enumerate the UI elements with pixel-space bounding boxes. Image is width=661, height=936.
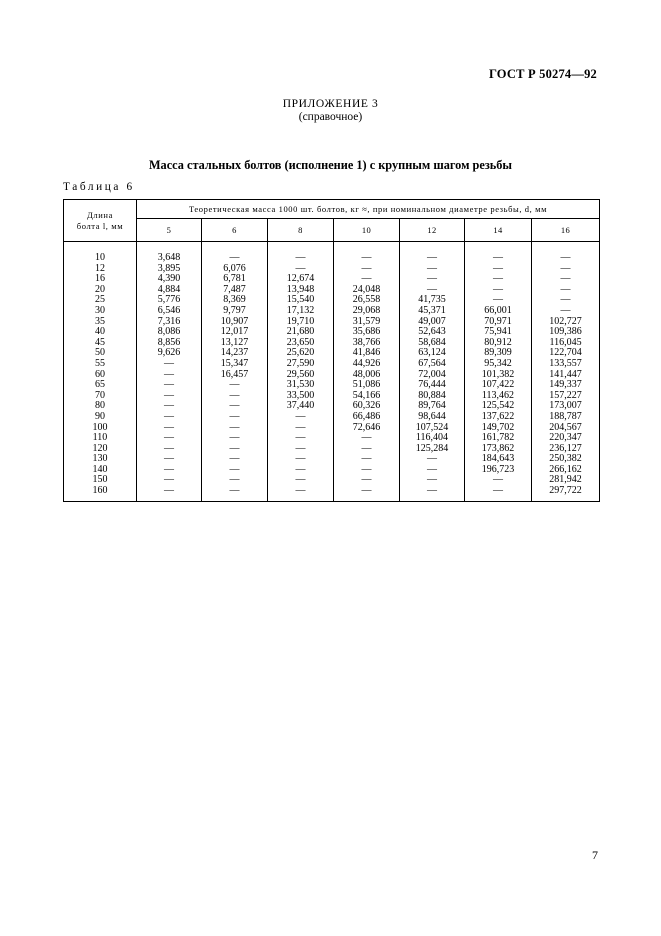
mass-cell: —	[400, 253, 465, 264]
mass-cell: 4,390	[137, 274, 202, 285]
mass-cell: —	[532, 274, 600, 285]
mass-cell: 125,284	[400, 444, 465, 455]
mass-cell: 17,132	[268, 306, 334, 317]
mass-cell: —	[202, 401, 268, 412]
diameter-header-cell: 10	[334, 219, 400, 242]
mass-cell: 184,643	[465, 454, 532, 465]
mass-cell: 6,076	[202, 264, 268, 275]
document-title: Масса стальных болтов (исполнение 1) с крупным шагом резьбы	[148, 158, 513, 172]
mass-cell: 8,856	[137, 338, 202, 349]
mass-cell: 137,622	[465, 412, 532, 423]
mass-cell: 33,500	[268, 391, 334, 402]
table-row	[64, 264, 600, 275]
mass-cell: 10,907	[202, 317, 268, 328]
mass-cell: 15,540	[268, 295, 334, 306]
mass-cell: —	[334, 454, 400, 465]
mass-cell: 21,680	[268, 327, 334, 338]
mass-cell: 6,781	[202, 274, 268, 285]
diameter-header-cell: 5	[137, 219, 202, 242]
mass-cell: 9,626	[137, 348, 202, 359]
length-cell: 150	[64, 475, 137, 486]
mass-cell: 29,560	[268, 370, 334, 381]
mass-cell: 3,648	[137, 253, 202, 264]
mass-cell: 44,926	[334, 359, 400, 370]
mass-cell: 72,004	[400, 370, 465, 381]
bolt-mass-table	[63, 199, 600, 502]
table-row	[64, 465, 600, 476]
mass-cell: 54,166	[334, 391, 400, 402]
mass-cell: 12,674	[268, 274, 334, 285]
length-cell: 16	[64, 274, 137, 285]
table-row	[64, 295, 600, 306]
length-cell: 160	[64, 486, 137, 502]
mass-cell: 98,644	[400, 412, 465, 423]
length-cell: 30	[64, 306, 137, 317]
mass-cell: 60,326	[334, 401, 400, 412]
mass-cell: —	[400, 264, 465, 275]
mass-cell: 14,237	[202, 348, 268, 359]
mass-cell: —	[137, 433, 202, 444]
mass-cell: 9,797	[202, 306, 268, 317]
length-cell: 60	[64, 370, 137, 381]
mass-cell: —	[334, 444, 400, 455]
length-cell: 55	[64, 359, 137, 370]
appendix-subtitle: (справочное)	[298, 111, 363, 123]
mass-cell: 31,579	[334, 317, 400, 328]
mass-cell: —	[334, 475, 400, 486]
length-column-header	[64, 200, 137, 242]
mass-cell: 66,486	[334, 412, 400, 423]
mass-cell: 45,371	[400, 306, 465, 317]
mass-cell: —	[202, 444, 268, 455]
mass-cell: 35,686	[334, 327, 400, 338]
diameter-header-row	[64, 219, 600, 242]
mass-cell: 7,487	[202, 285, 268, 296]
mass-cell: 75,941	[465, 327, 532, 338]
length-cell: 80	[64, 401, 137, 412]
mass-cell: —	[202, 465, 268, 476]
table-row	[64, 433, 600, 444]
mass-cell: —	[137, 359, 202, 370]
table-row	[64, 338, 600, 349]
table-row	[64, 380, 600, 391]
mass-cell: —	[400, 274, 465, 285]
length-cell: 40	[64, 327, 137, 338]
mass-cell: 38,766	[334, 338, 400, 349]
length-cell: 90	[64, 412, 137, 423]
mass-cell: —	[202, 454, 268, 465]
mass-cell: —	[268, 264, 334, 275]
mass-cell: —	[202, 391, 268, 402]
mass-column-header: Теоретическая масса 1000 шт. болтов, кг ≈, при номинальном диаметре резьбы, d, мм	[137, 200, 600, 219]
mass-cell: 41,735	[400, 295, 465, 306]
diameter-header-cell: 16	[532, 219, 600, 242]
mass-cell: 250,382	[532, 454, 600, 465]
mass-cell: —	[268, 454, 334, 465]
mass-cell: 6,546	[137, 306, 202, 317]
standard-header: ГОСТ Р 50274—92	[488, 67, 597, 81]
mass-cell: —	[202, 475, 268, 486]
mass-cell: —	[465, 274, 532, 285]
mass-cell: 133,557	[532, 359, 600, 370]
mass-cell: —	[202, 412, 268, 423]
mass-cell: —	[465, 486, 532, 502]
mass-cell: —	[400, 475, 465, 486]
length-cell: 100	[64, 423, 137, 434]
mass-cell: 204,567	[532, 423, 600, 434]
mass-cell: 72,646	[334, 423, 400, 434]
table-row	[64, 306, 600, 317]
mass-cell: 8,369	[202, 295, 268, 306]
mass-cell: 102,727	[532, 317, 600, 328]
mass-cell: —	[532, 306, 600, 317]
diameter-header-cell: 8	[268, 219, 334, 242]
table-row	[64, 475, 600, 486]
mass-cell: 281,942	[532, 475, 600, 486]
mass-cell: —	[334, 433, 400, 444]
mass-cell: 89,764	[400, 401, 465, 412]
diameter-header-cell: 12	[400, 219, 465, 242]
mass-cell: —	[202, 486, 268, 502]
mass-cell: 27,590	[268, 359, 334, 370]
mass-cell: —	[268, 412, 334, 423]
table-row	[64, 285, 600, 296]
mass-cell: —	[465, 475, 532, 486]
mass-cell: 5,776	[137, 295, 202, 306]
table-row	[64, 391, 600, 402]
mass-cell: 149,337	[532, 380, 600, 391]
length-cell: 10	[64, 253, 137, 264]
mass-cell: —	[137, 465, 202, 476]
table-row	[64, 348, 600, 359]
mass-cell: 66,001	[465, 306, 532, 317]
table-row	[64, 486, 600, 502]
mass-cell: —	[137, 444, 202, 455]
mass-cell: 19,710	[268, 317, 334, 328]
table-body	[64, 242, 600, 502]
table-label: Таблица 6	[63, 181, 135, 193]
mass-cell: —	[465, 253, 532, 264]
mass-cell: —	[137, 370, 202, 381]
table-row	[64, 327, 600, 338]
table-row	[64, 253, 600, 264]
mass-cell: 236,127	[532, 444, 600, 455]
mass-cell: —	[532, 253, 600, 264]
diameter-header-cell: 6	[202, 219, 268, 242]
length-cell: 120	[64, 444, 137, 455]
table-row	[64, 317, 600, 328]
mass-cell: 12,017	[202, 327, 268, 338]
mass-cell: 95,342	[465, 359, 532, 370]
mass-cell: —	[532, 285, 600, 296]
mass-cell: —	[268, 253, 334, 264]
mass-cell: 16,457	[202, 370, 268, 381]
table-row	[64, 454, 600, 465]
appendix-block	[0, 98, 661, 124]
mass-cell: 188,787	[532, 412, 600, 423]
mass-cell: 70,971	[465, 317, 532, 328]
mass-cell: 141,447	[532, 370, 600, 381]
mass-cell: 25,620	[268, 348, 334, 359]
length-cell: 20	[64, 285, 137, 296]
mass-cell: 125,542	[465, 401, 532, 412]
mass-cell: —	[137, 412, 202, 423]
length-cell: 110	[64, 433, 137, 444]
length-cell: 70	[64, 391, 137, 402]
mass-cell: 41,846	[334, 348, 400, 359]
mass-cell: —	[400, 285, 465, 296]
mass-cell: 116,045	[532, 338, 600, 349]
mass-cell: 52,643	[400, 327, 465, 338]
mass-cell: —	[137, 454, 202, 465]
mass-cell: 76,444	[400, 380, 465, 391]
mass-cell: —	[334, 274, 400, 285]
mass-cell: —	[202, 423, 268, 434]
mass-cell: 37,440	[268, 401, 334, 412]
mass-cell: 297,722	[532, 486, 600, 502]
mass-cell: 48,006	[334, 370, 400, 381]
mass-cell: 196,723	[465, 465, 532, 476]
table-row	[64, 274, 600, 285]
mass-cell: —	[334, 486, 400, 502]
length-cell: 50	[64, 348, 137, 359]
mass-cell: —	[400, 465, 465, 476]
mass-cell: 26,558	[334, 295, 400, 306]
mass-cell: 89,309	[465, 348, 532, 359]
mass-cell: 8,086	[137, 327, 202, 338]
mass-cell: —	[268, 423, 334, 434]
table-row	[64, 359, 600, 370]
mass-cell: —	[268, 433, 334, 444]
mass-cell: 116,404	[400, 433, 465, 444]
mass-cell: 24,048	[334, 285, 400, 296]
length-cell: 140	[64, 465, 137, 476]
mass-cell: 107,524	[400, 423, 465, 434]
table-row	[64, 444, 600, 455]
mass-cell: 13,948	[268, 285, 334, 296]
mass-cell: 113,462	[465, 391, 532, 402]
mass-cell: —	[137, 391, 202, 402]
mass-cell: 161,782	[465, 433, 532, 444]
mass-cell: 266,162	[532, 465, 600, 476]
mass-cell: 29,068	[334, 306, 400, 317]
mass-cell: —	[137, 401, 202, 412]
mass-cell: —	[334, 264, 400, 275]
length-header-line: Длина	[87, 209, 113, 220]
mass-cell: 49,007	[400, 317, 465, 328]
mass-cell: 7,316	[137, 317, 202, 328]
mass-cell: 149,702	[465, 423, 532, 434]
mass-cell: —	[400, 454, 465, 465]
mass-cell: 63,124	[400, 348, 465, 359]
page-number: 7	[592, 848, 598, 862]
mass-cell: 157,227	[532, 391, 600, 402]
mass-cell: —	[465, 264, 532, 275]
mass-cell: —	[465, 295, 532, 306]
mass-cell: 101,382	[465, 370, 532, 381]
mass-cell: —	[465, 285, 532, 296]
mass-cell: —	[268, 465, 334, 476]
mass-cell: 173,007	[532, 401, 600, 412]
mass-cell: —	[202, 253, 268, 264]
mass-cell: 13,127	[202, 338, 268, 349]
mass-cell: 80,884	[400, 391, 465, 402]
mass-cell: 51,086	[334, 380, 400, 391]
mass-cell: 220,347	[532, 433, 600, 444]
table-row	[64, 370, 600, 381]
mass-cell: —	[202, 380, 268, 391]
mass-cell: 23,650	[268, 338, 334, 349]
mass-cell: —	[137, 423, 202, 434]
mass-cell: 4,884	[137, 285, 202, 296]
mass-cell: —	[137, 380, 202, 391]
mass-cell: —	[137, 486, 202, 502]
mass-cell: —	[334, 465, 400, 476]
table-row	[64, 401, 600, 412]
mass-cell: —	[202, 433, 268, 444]
diameter-header-cell: 14	[465, 219, 532, 242]
mass-cell: 3,895	[137, 264, 202, 275]
mass-cell: 80,912	[465, 338, 532, 349]
mass-cell: —	[268, 486, 334, 502]
mass-cell: 31,530	[268, 380, 334, 391]
length-cell: 130	[64, 454, 137, 465]
mass-cell: —	[334, 253, 400, 264]
mass-cell: 173,862	[465, 444, 532, 455]
spacer-row	[64, 242, 600, 254]
length-cell: 12	[64, 264, 137, 275]
table-row	[64, 423, 600, 434]
length-cell: 35	[64, 317, 137, 328]
mass-cell: 122,704	[532, 348, 600, 359]
mass-cell: —	[400, 486, 465, 502]
length-cell: 25	[64, 295, 137, 306]
mass-cell: 67,564	[400, 359, 465, 370]
mass-cell: 107,422	[465, 380, 532, 391]
length-cell: 45	[64, 338, 137, 349]
mass-cell: 15,347	[202, 359, 268, 370]
length-cell: 65	[64, 380, 137, 391]
table-row	[64, 412, 600, 423]
mass-cell: 109,386	[532, 327, 600, 338]
length-header-line: болта l, мм	[76, 220, 124, 231]
appendix-title: ПРИЛОЖЕНИЕ 3	[282, 98, 379, 110]
mass-cell: —	[532, 295, 600, 306]
mass-cell: —	[532, 264, 600, 275]
mass-cell: —	[137, 475, 202, 486]
mass-cell: —	[268, 444, 334, 455]
mass-cell: —	[268, 475, 334, 486]
mass-cell: 58,684	[400, 338, 465, 349]
